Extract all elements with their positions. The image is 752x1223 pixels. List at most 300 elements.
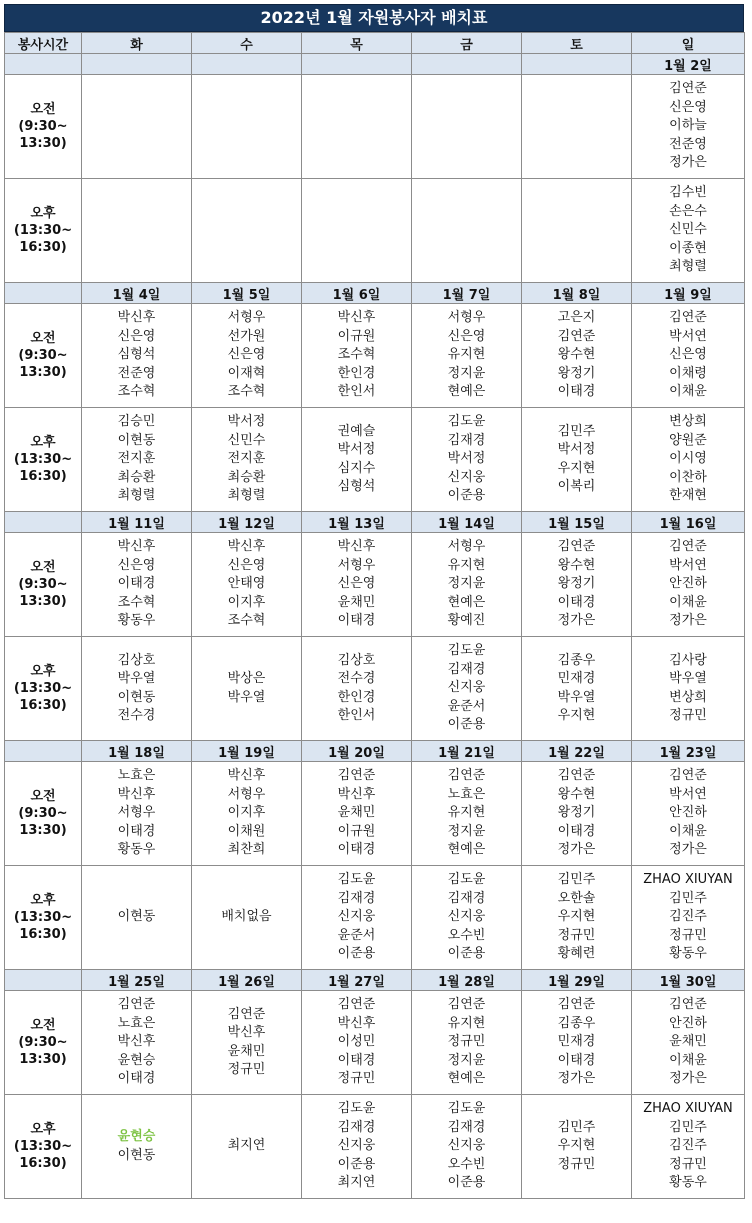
date-cell: 1월 4일 [82,283,192,304]
volunteer-name: 정규민 [227,1062,266,1077]
volunteer-name: 왕수현 [557,347,596,363]
volunteer-name: 정지윤 [447,576,486,592]
volunteer-name: 최지연 [227,1138,266,1154]
volunteer-name: 유지현 [447,347,486,363]
volunteer-name: 권예슬 [337,423,376,439]
slot-label-line: 오후 [30,206,56,221]
volunteer-name: 이현동 [117,432,156,448]
volunteer-name: 노효은 [117,1015,156,1031]
volunteer-name: 서형우 [447,539,486,555]
date-row [5,741,745,762]
volunteer-name: 이규원 [337,328,376,344]
volunteer-name: 이현동 [117,689,156,705]
volunteer-cell [192,179,302,283]
date-row-spacer [5,283,82,304]
volunteer-name: 왕수현 [557,557,596,573]
slot-label-line: 오전 [30,1018,56,1033]
volunteer-cell [632,637,745,741]
slot-label-line: 오후 [30,435,56,450]
volunteer-name: 최승환 [227,469,266,485]
volunteer-name: 한인서 [337,708,376,723]
volunteer-name: 박서정 [227,414,266,430]
volunteer-name: 한인경 [337,689,376,705]
volunteer-name: 이지후 [227,594,266,610]
volunteer-cell [632,179,745,283]
volunteer-name: 김수빈 [669,185,707,201]
slot-label-line: (13:30~ [13,1139,73,1154]
volunteer-cell [82,533,192,637]
volunteer-name: 박신후 [227,768,266,784]
volunteer-name: 배치없음 [221,909,272,925]
volunteer-name: 김재경 [447,1119,486,1135]
volunteer-cell [522,533,632,637]
volunteer-cell [192,991,302,1095]
date-cell [412,54,522,75]
volunteer-name: 정가은 [669,613,707,629]
volunteer-name: ZHAO XIUYAN [643,872,733,888]
date-cell: 1월 15일 [522,512,632,533]
volunteer-name: 김연준 [669,768,707,784]
volunteer-cell [522,75,632,179]
volunteer-name: 최형렬 [227,488,266,504]
volunteer-name: 김연준 [669,539,707,555]
morning-slot-label [5,762,82,866]
date-cell: 1월 21일 [412,741,522,762]
volunteer-name: 김연준 [557,768,596,784]
volunteer-name: 정지윤 [447,823,486,839]
morning-slot-label [5,533,82,637]
volunteer-cell [302,637,412,741]
afternoon-row [5,1095,745,1199]
volunteer-name: 우지현 [557,708,596,723]
volunteer-name: 이현동 [117,909,156,925]
volunteer-cell [632,991,745,1095]
volunteer-name: 심형석 [337,479,376,494]
volunteer-name: 박서정 [337,442,376,457]
volunteer-name: 안진하 [669,576,707,592]
volunteer-name: 이태경 [557,594,596,610]
volunteer-name: 이규원 [337,823,376,839]
volunteer-cell [302,533,412,637]
volunteer-name: 손은수 [669,203,707,219]
volunteer-name: 우지현 [557,909,596,925]
slot-label-line: 오후 [30,664,56,679]
afternoon-row [5,408,745,512]
volunteer-name: 신은영 [337,576,376,592]
volunteer-name: 신은영 [447,328,486,344]
volunteer-name: 조수혁 [117,384,156,400]
volunteer-cell [82,75,192,179]
volunteer-name: 전수경 [337,671,376,686]
volunteer-cell [192,533,302,637]
volunteer-name: 안진하 [669,1015,707,1031]
volunteer-name: 김사랑 [669,652,707,668]
volunteer-name: 심형석 [117,347,156,363]
volunteer-name: 윤채민 [337,594,376,610]
date-cell [522,54,632,75]
volunteer-cell [302,179,412,283]
volunteer-name: 이지후 [227,805,266,821]
volunteer-name: 윤채민 [227,1043,266,1059]
volunteer-name: 정가은 [557,613,596,629]
volunteer-name: 이채원 [227,823,266,839]
volunteer-name: 박우열 [669,671,707,686]
slot-label-line: 오후 [30,893,56,908]
date-cell: 1월 25일 [82,970,192,991]
volunteer-name: 변상희 [669,414,707,430]
slot-label-line: 13:30) [19,594,67,609]
volunteer-cell [522,1095,632,1199]
slot-label-line: (9:30~ [18,119,68,134]
volunteer-name: 황동우 [117,613,156,629]
volunteer-cell [82,1095,192,1199]
volunteer-name: 김연준 [669,997,707,1013]
volunteer-name: 박서연 [669,557,707,573]
volunteer-name: 유지현 [447,1015,486,1031]
slot-label-line: (9:30~ [18,577,68,592]
volunteer-name: 윤현승 [117,1052,156,1068]
volunteer-name: 이준용 [447,946,486,962]
slot-label-line: (9:30~ [18,806,68,821]
date-cell: 1월 14일 [412,512,522,533]
page-title: 2022년 1월 자원봉사자 배치표 [4,4,744,32]
volunteer-name: 신은영 [227,557,266,573]
volunteer-cell [522,637,632,741]
volunteer-name: 황동우 [669,946,707,962]
volunteer-name: 이채윤 [669,1052,707,1068]
date-cell: 1월 30일 [632,970,745,991]
volunteer-cell [82,762,192,866]
volunteer-name: 박신후 [337,310,376,326]
volunteer-name: 정규민 [337,1071,376,1087]
volunteer-name: 이태경 [337,1052,376,1068]
volunteer-name: 정가은 [669,155,707,171]
slot-label-line: 16:30) [19,469,67,484]
volunteer-name: 이찬하 [669,469,707,485]
volunteer-cell [82,866,192,970]
volunteer-name: 김민주 [557,423,596,439]
volunteer-name: 신지웅 [337,909,376,925]
date-cell: 1월 20일 [302,741,412,762]
morning-slot-label [5,304,82,408]
volunteer-name: 정가은 [557,1071,596,1087]
volunteer-cell [192,304,302,408]
volunteer-name: 김연준 [557,997,596,1013]
volunteer-name: 김연준 [337,768,376,784]
volunteer-name: 박신후 [117,786,156,802]
volunteer-name: 현예은 [447,842,486,858]
volunteer-name: 서형우 [227,310,266,326]
volunteer-name: 신은영 [669,99,707,115]
volunteer-name: 신은영 [117,557,156,573]
volunteer-name: 이준용 [337,946,376,962]
volunteer-name: 조수혁 [117,594,156,610]
volunteer-cell [192,637,302,741]
slot-label-line: (13:30~ [13,223,73,238]
date-cell: 1월 11일 [82,512,192,533]
slot-label-line: 13:30) [19,365,67,380]
volunteer-name: 윤채민 [669,1034,707,1050]
schedule-sheet [4,4,744,1199]
slot-label-line: 오전 [30,789,56,804]
date-cell: 1월 27일 [302,970,412,991]
volunteer-name: 김재경 [337,890,376,906]
date-cell: 1월 18일 [82,741,192,762]
volunteer-name: 김종우 [557,652,596,668]
volunteer-name: 김도윤 [447,872,486,888]
header-cell: 토 [522,33,632,54]
volunteer-name: 김연준 [337,997,376,1013]
date-row-spacer [5,970,82,991]
volunteer-name: 최찬희 [227,842,266,858]
volunteer-name: 박신후 [337,1015,376,1031]
volunteer-name: 이준용 [337,1156,376,1172]
volunteer-cell [632,1095,745,1199]
volunteer-name: 박신후 [227,1025,266,1040]
date-cell: 1월 23일 [632,741,745,762]
volunteer-cell [82,304,192,408]
date-cell: 1월 6일 [302,283,412,304]
volunteer-cell [302,408,412,512]
volunteer-name: 서형우 [447,310,486,326]
volunteer-cell [302,75,412,179]
morning-row [5,75,745,179]
volunteer-name: 안태영 [227,576,266,592]
volunteer-name: 이복리 [557,479,596,494]
volunteer-name: 왕정기 [557,805,596,821]
header-row [5,33,745,54]
volunteer-name: 김연준 [669,81,707,97]
volunteer-name: 민재경 [557,1034,596,1050]
volunteer-name: 정가은 [557,842,596,858]
volunteer-name: 이태경 [557,1052,596,1068]
header-cell: 금 [412,33,522,54]
volunteer-name: 이태경 [557,384,596,400]
volunteer-name: 김재경 [447,432,486,448]
schedule-body [5,54,745,1199]
afternoon-row [5,866,745,970]
volunteer-name: 서형우 [337,557,376,573]
slot-label-line: (13:30~ [13,910,73,925]
slot-label-line: 13:30) [19,823,67,838]
volunteer-name: 현예은 [447,594,486,610]
volunteer-name: 김연준 [557,328,596,344]
volunteer-name: 최형렬 [117,488,156,504]
volunteer-name: 정규민 [557,1156,596,1172]
volunteer-name: 신지웅 [447,469,486,485]
volunteer-name: 전준영 [117,365,156,381]
volunteer-name: 심지수 [337,460,376,476]
volunteer-name: 신지웅 [447,909,486,925]
volunteer-name: 정가은 [669,1071,707,1087]
date-cell: 1월 5일 [192,283,302,304]
volunteer-name: 이태경 [337,613,376,629]
volunteer-name: 선가원 [227,328,266,344]
volunteer-cell [632,866,745,970]
volunteer-name: 이채윤 [669,594,707,610]
volunteer-name: 이종현 [669,240,707,256]
volunteer-name: 정규민 [447,1034,486,1050]
volunteer-name: 이태경 [117,823,156,839]
volunteer-name: 전준영 [669,136,707,152]
date-row-spacer [5,54,82,75]
volunteer-cell [522,408,632,512]
volunteer-name: 정가은 [669,842,707,858]
volunteer-name: 박신후 [337,786,376,802]
volunteer-name: 정규민 [669,1156,707,1172]
volunteer-name: 박우열 [227,689,266,705]
slot-label-line: 오후 [30,1122,56,1137]
volunteer-name: 윤채민 [337,805,376,821]
slot-label-line: 16:30) [19,1156,67,1171]
morning-slot-label [5,75,82,179]
volunteer-name: 우지현 [557,460,596,476]
volunteer-cell [192,866,302,970]
volunteer-name: 신지웅 [337,1138,376,1154]
volunteer-name: 노효은 [447,786,486,802]
volunteer-name: 박서정 [447,451,486,467]
slot-label-line: 13:30) [19,1052,67,1067]
volunteer-name: 우지현 [557,1138,596,1154]
date-cell: 1월 7일 [412,283,522,304]
date-cell [192,54,302,75]
date-row-spacer [5,741,82,762]
morning-row [5,991,745,1095]
volunteer-cell [82,179,192,283]
volunteer-name: 변상희 [669,689,707,705]
volunteer-name: 신은영 [117,328,156,344]
volunteer-name: 현예은 [447,1071,486,1087]
volunteer-name: 이하늘 [669,118,707,134]
header-cell: 목 [302,33,412,54]
volunteer-name: 황동우 [669,1175,707,1191]
volunteer-cell [522,762,632,866]
slot-label-line: 오전 [30,560,56,575]
volunteer-name: 김재경 [337,1119,376,1135]
volunteer-name: 신지웅 [447,680,486,696]
volunteer-name: 유지현 [447,557,486,573]
volunteer-name: 현예은 [447,384,486,400]
volunteer-name: 서형우 [117,805,156,821]
date-cell: 1월 22일 [522,741,632,762]
date-cell: 1월 16일 [632,512,745,533]
date-cell: 1월 28일 [412,970,522,991]
volunteer-name: 윤준서 [447,698,486,714]
afternoon-slot-label [5,637,82,741]
volunteer-name: 윤현승 [117,1129,156,1144]
volunteer-name: 전지훈 [117,451,156,467]
date-row [5,512,745,533]
volunteer-name: 이태경 [337,842,376,858]
volunteer-name: 박우열 [117,671,156,686]
volunteer-cell [412,179,522,283]
volunteer-cell [522,991,632,1095]
volunteer-cell [82,408,192,512]
volunteer-name: 정지윤 [447,1052,486,1068]
volunteer-cell [192,1095,302,1199]
volunteer-name: 황동우 [117,842,156,858]
volunteer-name: 정규민 [669,927,707,943]
volunteer-name: 박신후 [117,1034,156,1050]
volunteer-name: 이태경 [557,823,596,839]
volunteer-name: 양원준 [669,432,707,448]
volunteer-name: 박상은 [227,671,266,686]
date-cell: 1월 9일 [632,283,745,304]
date-cell: 1월 12일 [192,512,302,533]
volunteer-name: 박우열 [557,689,596,705]
volunteer-cell [412,637,522,741]
volunteer-name: 신민수 [227,432,266,448]
volunteer-name: 정규민 [557,927,596,943]
volunteer-name: 오수빈 [447,927,486,943]
volunteer-name: 김재경 [447,890,486,906]
slot-label-line: 오전 [30,102,56,117]
volunteer-name: 김연준 [447,997,486,1013]
volunteer-name: 김진주 [669,1138,707,1154]
volunteer-name: 한인서 [337,384,376,400]
volunteer-name: 김연준 [227,1006,266,1022]
volunteer-cell [192,408,302,512]
date-row [5,970,745,991]
date-cell: 1월 2일 [632,54,745,75]
volunteer-name: 김민주 [669,1119,707,1135]
volunteer-name: 한인경 [337,365,376,381]
volunteer-name: 조수혁 [227,613,266,629]
slot-label-line: 16:30) [19,698,67,713]
morning-row [5,304,745,408]
slot-label-line: (9:30~ [18,348,68,363]
volunteer-name: 박신후 [117,539,156,555]
volunteer-name: 김민주 [557,1119,596,1135]
volunteer-name: 조수혁 [227,384,266,400]
volunteer-cell [412,533,522,637]
header-cell: 화 [82,33,192,54]
volunteer-name: 정규민 [669,708,707,723]
volunteer-name: 민재경 [557,671,596,686]
slot-label-line: (13:30~ [13,452,73,467]
volunteer-name: 전지훈 [227,451,266,467]
afternoon-row [5,637,745,741]
volunteer-name: 이준용 [447,1175,486,1191]
date-cell: 1월 8일 [522,283,632,304]
volunteer-name: 김상호 [117,652,156,668]
volunteer-cell [632,304,745,408]
date-cell: 1월 29일 [522,970,632,991]
volunteer-name: 전수경 [117,708,156,723]
volunteer-name: 왕수현 [557,786,596,802]
volunteer-name: 최승환 [117,469,156,485]
volunteer-cell [632,408,745,512]
volunteer-cell [522,304,632,408]
volunteer-name: 신은영 [227,347,266,363]
volunteer-name: 김도윤 [447,643,486,659]
date-cell [302,54,412,75]
volunteer-name: 박신후 [117,310,156,326]
volunteer-cell [192,762,302,866]
volunteer-name: 김도윤 [447,414,486,430]
volunteer-name: 김연준 [117,997,156,1013]
volunteer-name: 김도윤 [337,1101,376,1117]
volunteer-cell [192,75,302,179]
afternoon-slot-label [5,179,82,283]
volunteer-cell [522,179,632,283]
volunteer-name: 이준용 [447,488,486,504]
volunteer-name: 윤준서 [337,927,376,943]
slot-label-line: (9:30~ [18,1035,68,1050]
volunteer-name: 왕정기 [557,365,596,381]
date-row-spacer [5,512,82,533]
volunteer-name: 최형렬 [669,259,707,275]
